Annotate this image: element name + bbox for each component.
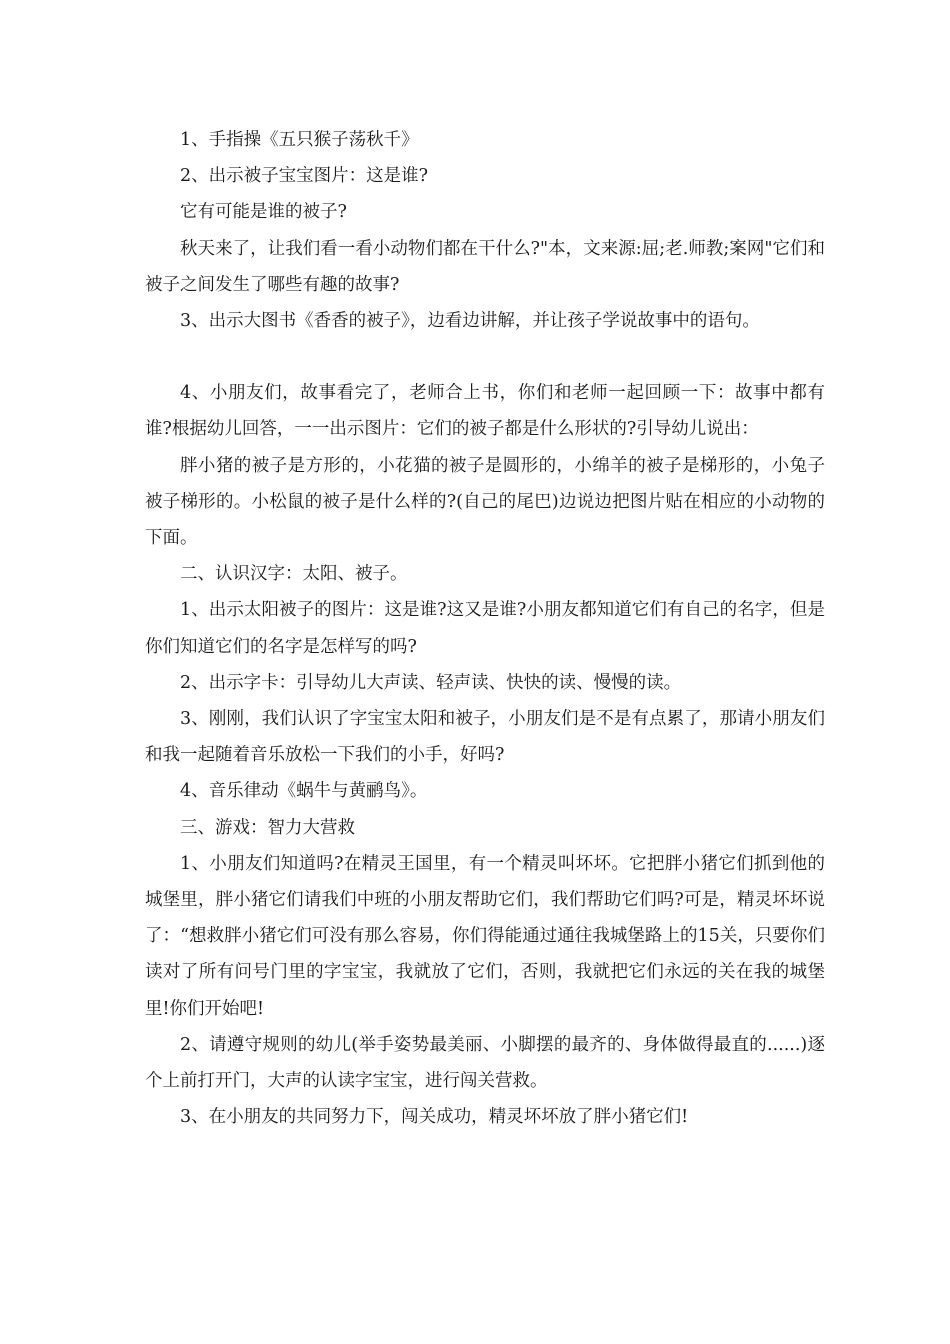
paragraph: 1、手指操《五只猴子荡秋千》 xyxy=(180,130,419,150)
paragraph: 1、出示太阳被子的图片：这是谁?这又是谁?小朋友都知道它们有自己的名字，但是你们知道它们的名字是怎样写的吗? xyxy=(145,600,825,657)
section-heading: 二、认识汉字：太阳、被子。 xyxy=(180,564,408,585)
paragraph: 3、在小朋友的共同努力下，闯关成功，精灵坏坏放了胖小猪它们! xyxy=(180,1107,689,1128)
paragraph: 3、刚刚，我们认识了字宝宝太阳和被子，小朋友们是不是有点累了，那请小朋友们和我一起随着音乐放松一下我们的小手，好吗? xyxy=(145,709,825,766)
paragraph: 2、出示字卡：引导幼儿大声读、轻声读、快快的读、慢慢的读。 xyxy=(180,672,682,693)
paragraph: 1、小朋友们知道吗?在精灵王国里，有一个精灵叫坏坏。它把胖小猪它们抓到他的城堡里，胖小猪它们请我们中班的小朋友帮助它们，我们帮助它们吗?可是，精灵坏坏说了：“想救胖小猪它们可没有那么容易，你们得能通过通往我城堡路上的15关，只要你们读对了所有问号门里的字宝宝，我就放了它们，否则，我就把它们永远的关在我的城堡里!你们开始吧! xyxy=(145,853,825,1019)
paragraph: 3、出示大图书《香香的被子》，边看边讲解，并让孩子学说故事中的语句。 xyxy=(180,311,760,332)
paragraph: 2、请遵守规则的幼儿(举手姿势最美丽、小脚摆的最齐的、身体做得最直的......)逐个上前打开门，大声的认读字宝宝，进行闯关营救。 xyxy=(145,1034,825,1092)
paragraph: 它有可能是谁的被子? xyxy=(180,202,347,223)
section-heading: 三、游戏：智力大营救 xyxy=(180,817,355,838)
paragraph: 2、出示被子宝宝图片：这是谁? xyxy=(180,166,429,187)
paragraph: 胖小猪的被子是方形的，小花猫的被子是圆形的，小绵羊的被子是梯形的，小兔子被子梯形的。小松鼠的被子是什么样的?(自己的尾巴)边说边把图片贴在相应的小动物的下面。 xyxy=(145,455,825,549)
paragraph: 秋天来了，让我们看一看小动物们都在干什么?"本，文来源:屈;老.师教;案网"它们和被子之间发生了哪些有趣的故事? xyxy=(145,238,825,295)
paragraph: 4、音乐律动《蜗牛与黄鹂鸟》。 xyxy=(180,781,428,802)
paragraph: 4、小朋友们，故事看完了，老师合上书，你们和老师一起回顾一下：故事中都有谁?根据幼儿回答，一一出示图片：它们的被子都是什么形状的?引导幼儿说出： xyxy=(145,383,825,440)
blank-line xyxy=(145,339,825,375)
document-body xyxy=(145,122,825,1135)
